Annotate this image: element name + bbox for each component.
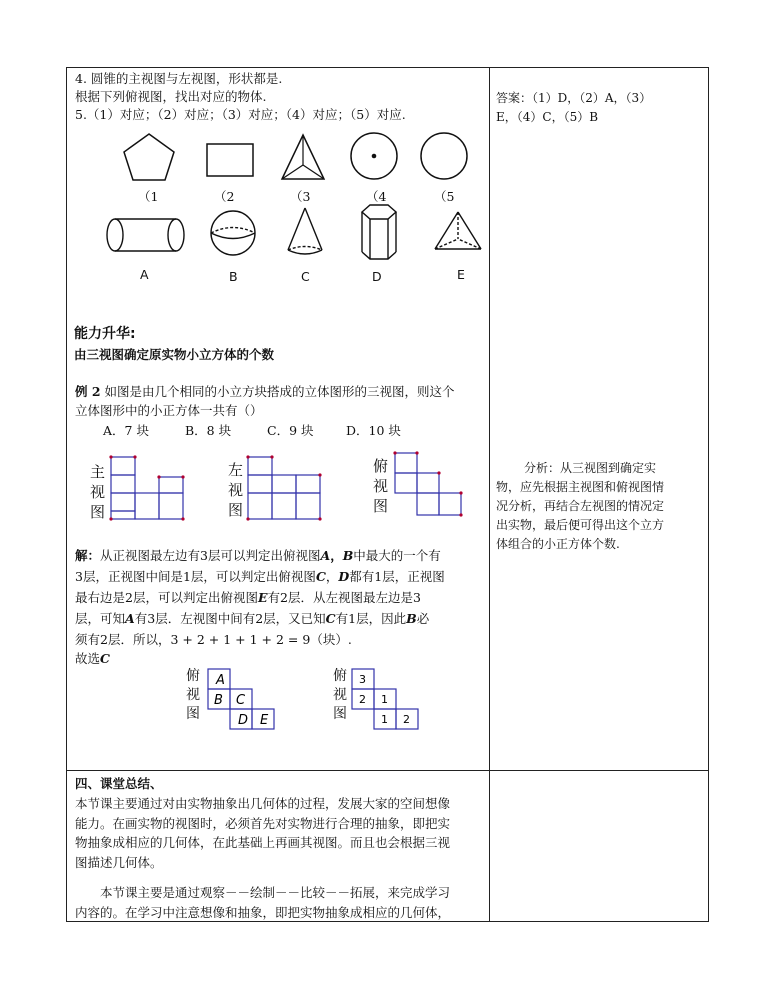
solid-label-a: A — [140, 267, 149, 282]
pentagon-icon — [124, 134, 174, 180]
option-a: A．7 块 — [103, 423, 149, 438]
solid-label-d: D — [372, 269, 382, 284]
instruction: 根据下列俯视图，找出对应的物体. — [75, 89, 267, 104]
option-b: B．8 块 — [185, 423, 232, 438]
question-5: 5.（1）对应；（2）对应；（3）对应；（4）对应；（5）对应. — [75, 107, 406, 122]
grid-number-3: 3 — [359, 673, 366, 686]
answer-line-1: 答案：（1）D，（2）A，（3） — [496, 91, 652, 105]
option-d: D．10 块 — [346, 423, 401, 438]
cone-icon — [288, 208, 322, 254]
hexagonal-prism-icon — [362, 205, 396, 259]
analysis-line-5: 体组合的小正方体个数. — [496, 537, 620, 551]
answer-line-2: E，（4）C，（5）B — [496, 110, 599, 124]
analysis-line-3: 况分析，再结合左视图的情况定 — [496, 499, 665, 513]
solution-line-1: 解：从正视图最左边有3层可以判定出俯视图A，B中最大的一个有 — [75, 548, 441, 563]
row-divider — [66, 770, 709, 771]
left-view-grid — [248, 457, 320, 519]
analysis-line-1: 分析：从三视图到确定实 — [524, 461, 657, 475]
top-view-label-lower-left: 俯 视 图 — [186, 668, 200, 722]
cylinder-icon — [107, 219, 184, 251]
solid-label-c: C — [301, 269, 310, 284]
solution-line-6: 故选C — [75, 651, 110, 666]
summary-paragraph-1: 本节课主要通过对由实物抽象出几何体的过程，发展大家的空间想像 能力。在画实物的视图时，必须首先对实物进行合理的抽象，即把实 物抽象成相应的几何体，在此基础上再画其视图。而且也会根据三视 图描述几何体。 — [75, 796, 451, 870]
grid-vertex-dots — [109, 451, 462, 520]
grid-number-2b: 2 — [403, 713, 410, 726]
three-view-grids — [100, 445, 500, 535]
solid-label-b: B — [229, 269, 238, 284]
solution-line-5: 须有2层．所以，3 + 2 + 1 + 1 + 2 = 9（块）. — [75, 632, 352, 647]
front-view-label: 主 视 图 — [90, 463, 106, 521]
grid-letter-c: C — [236, 693, 246, 708]
lettered-top-view-grids — [200, 665, 440, 735]
left-view-label: 左 视 图 — [228, 461, 244, 519]
top-view-label-lower-right: 俯 视 图 — [333, 668, 347, 722]
analysis-line-4: 出实物，最后便可得出这个立方 — [496, 518, 665, 532]
section-subtitle: 由三视图确定原实物小立方体的个数 — [74, 347, 275, 362]
sphere-icon — [211, 211, 255, 255]
example-line-2: 立体图形中的小正方体一共有（） — [75, 403, 263, 418]
top-view-label-3: （3 — [290, 189, 311, 204]
solution-line-2: 3层，正视图中间是1层，可以判定出俯视图C，D都有1层，正视图 — [75, 569, 445, 584]
triangle-with-center-icon — [282, 135, 324, 179]
grid-letter-d: D — [238, 713, 249, 728]
top-view-grid — [395, 453, 461, 515]
solution-line-4: 层，可知A有3层．左视图中间有2层，又已知C有1层，因此B必 — [75, 611, 430, 626]
grid-number-1a: 1 — [381, 693, 388, 706]
top-view-label-2: （2 — [214, 189, 235, 204]
analysis-line-2: 物，应先根据主视图和俯视图情 — [496, 480, 665, 494]
solid-label-e: E — [457, 267, 465, 282]
grid-number-1b: 1 — [381, 713, 388, 726]
top-view-label-1: （1 — [138, 189, 159, 204]
circle-icon — [421, 133, 467, 179]
grid-letter-e: E — [260, 713, 269, 728]
option-c: C．9 块 — [267, 423, 314, 438]
front-view-grid — [111, 457, 183, 519]
grid-number-2: 2 — [359, 693, 366, 706]
triangular-pyramid-icon — [435, 212, 481, 249]
solid-figures — [100, 202, 500, 267]
top-view-label-4: （4 — [366, 189, 387, 204]
grid-letter-b: B — [214, 693, 223, 708]
summary-title: 四、课堂总结、 — [75, 776, 163, 791]
top-view-label-5: （5 — [434, 189, 455, 204]
solution-line-3: 最右边是2层，可以判定出俯视图E有2层．从左视图最左边是3 — [75, 590, 421, 605]
example-line-1: 例 2 如图是由几个相同的小立方块搭成的立体图形的三视图，则这个 — [75, 384, 455, 399]
section-title: 能力升华: — [74, 326, 136, 342]
top-view-label: 俯 视 图 — [373, 457, 389, 515]
grid-letter-a: A — [216, 673, 225, 688]
summary-paragraph-2: 本节课主要是通过观察－－绘制－－比较－－拓展，来完成学习 内容的。在学习中注意想像和抽象，即把实物抽象成相应的几何体， — [75, 885, 451, 920]
question-4: 4. 圆锥的主视图与左视图，形状都是. — [75, 71, 283, 86]
rectangle-icon — [207, 144, 253, 176]
circle-with-dot-icon — [351, 133, 397, 179]
